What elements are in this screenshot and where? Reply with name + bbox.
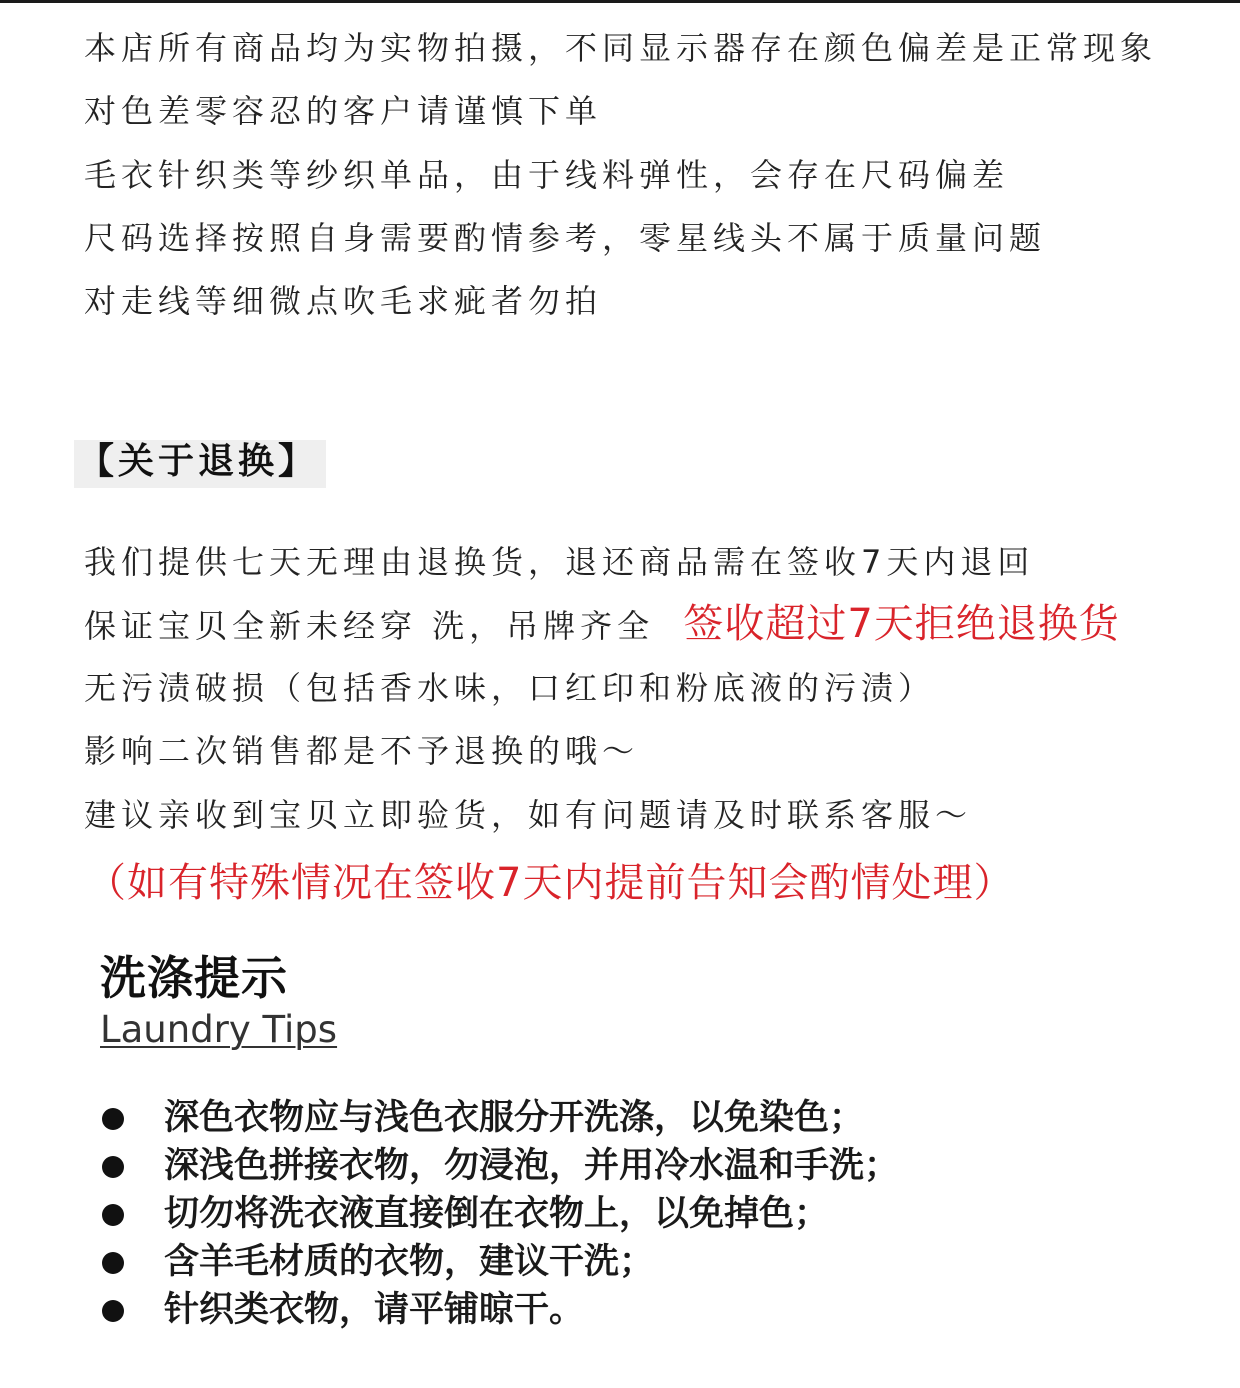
bullet-icon <box>102 1156 124 1178</box>
laundry-title: 洗涤提示 <box>100 951 288 1005</box>
returns-line-text: 保证宝贝全新未经穿 洗，吊牌齐全 <box>84 607 655 645</box>
notice-line: 尺码选择按照自身需要酌情参考，零星线头不属于质量问题 <box>84 219 1047 257</box>
laundry-tip-text: 针织类衣物，请平铺晾干。 <box>164 1290 585 1330</box>
laundry-tip-text: 切勿将洗衣液直接倒在衣物上，以免掉色； <box>164 1194 830 1234</box>
returns-line: 我们提供七天无理由退换货，退还商品需在签收7天内退回 <box>84 543 1035 581</box>
laundry-tip-text: 含羊毛材质的衣物，建议干洗； <box>164 1242 655 1282</box>
bullet-icon <box>102 1108 124 1130</box>
returns-line: 无污渍破损（包括香水味，口红印和粉底液的污渍） <box>84 669 936 707</box>
laundry-subtitle: Laundry Tips <box>100 1008 338 1051</box>
returns-special-note: （如有特殊情况在签收7天内提前告知会酌情处理） <box>86 860 1015 906</box>
returns-heading: 【关于退换】 <box>74 440 326 488</box>
bullet-icon <box>102 1300 124 1322</box>
laundry-tip-text: 深浅色拼接衣物，勿浸泡，并用冷水温和手洗； <box>164 1146 900 1186</box>
returns-line: 影响二次销售都是不予退换的哦～ <box>84 732 640 770</box>
bullet-icon <box>102 1204 124 1226</box>
returns-warning: 签收超过7天拒绝退换货 <box>683 601 1120 647</box>
notice-line: 毛衣针织类等纱织单品，由于线料弹性，会存在尺码偏差 <box>84 156 1010 194</box>
notice-line: 对色差零容忍的客户请谨慎下单 <box>84 92 603 130</box>
laundry-tip-text: 深色衣物应与浅色衣服分开洗涤，以免染色； <box>164 1098 865 1138</box>
notice-line: 对走线等细微点吹毛求疵者勿拍 <box>84 282 603 320</box>
notice-line: 本店所有商品均为实物拍摄，不同显示器存在颜色偏差是正常现象 <box>84 29 1158 67</box>
returns-line <box>84 601 1120 647</box>
bullet-icon <box>102 1252 124 1274</box>
returns-line: 建议亲收到宝贝立即验货，如有问题请及时联系客服～ <box>84 796 973 834</box>
top-border <box>0 0 1240 3</box>
